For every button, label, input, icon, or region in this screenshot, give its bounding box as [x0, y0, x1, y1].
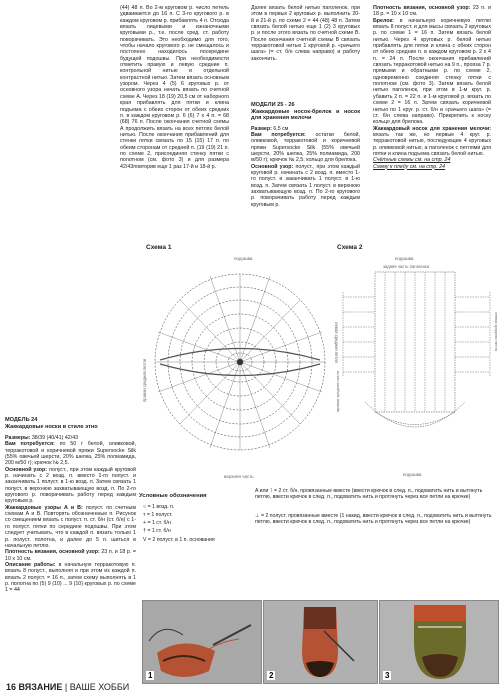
sc2tog-icon: A или ⊺ [255, 488, 273, 494]
jacquard-sock-label: Жаккардовый носок для хранения мелочи: [373, 125, 491, 132]
single-crochet-alt-icon: † [143, 528, 146, 534]
model-25-26-subtitle: Жаккардовые носок-брелок и носок для хранения мелочи [251, 108, 360, 122]
footer-separator: | [64, 682, 68, 692]
density-label: Плотность вязания, основной узор: [373, 5, 471, 11]
size-label: Размер: [251, 125, 272, 132]
basic-pattern-value: полуст., при этом каждый круговой р. начинать с 2 возд. п. вместо 1-го полуст. и заканчивать 1 полуст. в 1-ю возд. п. Затем связать 1 полуст. в верхнюю захватывающую возд. п. По 2-го кругового р. поворачивать работу перед каждым круговым р. [251, 163, 360, 208]
magazine-title: ВЯЗАНИЕ [18, 682, 63, 692]
materials-value: остатки белой, оливковой, терракотовой и коричневой пряжи Supersocke Silk (55% овечьей шерсти, 20% шелка, 25% полиамида, 200 м/50 г); крючок № 2,5; кольцо для брелока. [251, 131, 360, 164]
legend-item-1: = 1 возд. п. [147, 504, 175, 510]
magazine-subtitle: ВАШЕ ХОББИ [69, 682, 130, 692]
m24-density-value: 23 п. и 18 р. = 10 х 10 см. [5, 549, 136, 562]
density-value: 23 п. и 18 р. = 10 х 10 см. [373, 5, 491, 18]
photo-number-1: 1 [148, 671, 153, 680]
m24-materials-value: по 50 г белой, оливковой, терракотовой и коричневой пряжи Supersocke Silk (55% овечьей шерсти, 20% шелка, 25% полиамида, 200 м/50 г); крючок № 2,5. [5, 441, 136, 467]
m24-density-label: Плотность вязания, основной узор: [5, 549, 100, 556]
increase-icon: V [143, 537, 147, 543]
page-footer [6, 682, 129, 692]
keychain-value: в начальную коричневую петлю вязать 8 полуст. и для мысы связать 2 круговых р. по схеме 1 = 16 п. Затем вязать белой нитью. Через 4 круговых р. белой нитью прибавлять для пятки и клина с обеих сторон от обеих средних п. в каждом круговом р. 2 х 4 п. = 24 п. После окончания прибавлений связать терракотовой нитью на 9 п., прояза 7 р. прямыми и обратными р. по схеме 2, одновременно соединяя стенку пятки с полотном (см. фото 3). Затем вязать белой нитью паголенок, при этом в 1-м круг. р. убавить 2 п. = 22 п. и 1-м круговой р. вязать по схеме 2 = 16 п. Затем связать коричневой нитью по 1 круг. р. ст. б/н и «рачьего шага» (= ст. б/н слева направо). Прикрепить к носку кольцо для брелока. [373, 17, 491, 126]
sole-label-schema2: подошва [395, 256, 414, 261]
photo-number-2: 2 [269, 671, 274, 680]
photo-number-3: 3 [385, 671, 390, 680]
sole-bottom-label: подошва [403, 472, 422, 477]
photo-1 [142, 600, 262, 684]
column-3-top [373, 5, 491, 170]
left-middle-stitch-label: левая средняя петля [334, 322, 339, 363]
m24-materials-label: Вам потребуется: [5, 441, 55, 448]
photo-3 [379, 600, 499, 684]
schema-2-caption: Схема 2 [337, 244, 363, 251]
schema-2-diagram [335, 252, 498, 480]
m24-basic-value: полуст., при этом каждый круговой р. начинать с 2 возд. п. вместо 1-го полуст. и заканчивать 1 полуст. в 1-ю возд. п. Затем связать 1 полуст. в верхнюю захватывающую возд. п. По 2-го кругового р. поворачивать работу перед каждым круговым р. [5, 466, 136, 505]
materials-label: Вам потребуется: [251, 131, 306, 138]
schema-1-diagram [140, 252, 340, 480]
model-24-subtitle: Жаккардовые носки в стиле этно [5, 423, 98, 430]
blanket-reference: Схему к пледу см. на стр. 24 [373, 163, 446, 170]
m24-jacquard-label: Жаккардовые узоры А и В: [5, 504, 83, 511]
legend-item-2: = 1 полуст. [146, 512, 173, 518]
page-number: 16 [6, 682, 17, 692]
back-leg-label: задняя часть паголенка [383, 264, 430, 269]
keychain-label: Брелок: [373, 17, 394, 24]
column-2-top [251, 5, 360, 208]
m24-basic-label: Основной узор: [5, 466, 48, 473]
col2-text: Далее вязать белой нитью паголенок, при этом в первых 2 круговых р. выполнить 20-й и 21-й р. по схеме 2 = 44 (48) 48 п. Затем связать белой нитью еще 1 (2) 3 круговых р. и после этого вязать по счетной схеме В. После окончания счетной схемы В связать терракотовой нитью 1 круговой р. «рачьего шага» (= ст. б/н слева направо) и работу закончить. [251, 5, 360, 62]
photo-2 [263, 600, 378, 684]
column-1-top [120, 5, 229, 170]
chain-stitch-icon: ○ [143, 504, 147, 510]
schemes-reference: Счётные схемы см. на стр. 24 [373, 157, 451, 164]
model-25-26-title: МОДЕЛИ 25 - 26 [251, 102, 295, 109]
m24-desc-value: в начальную терракотовую п. вязать 8 полуст., выполняя и при этом из каждой п. вязать 2 полуст. = 16 п., затем схему выполнять в 1 р. полотна по (5) 9 (10) ... 9 (10) круговых р. по схеме 1 = 44 [5, 561, 136, 594]
right-middle-stitch-label-2: правая средняя петля [335, 370, 340, 412]
size-value: 6,5 см [273, 125, 289, 132]
right-middle-stitch-label: правая средняя петля [142, 359, 147, 402]
m24-size-label: Размеры: [5, 435, 31, 441]
legend-right-2: = 2 полуст. провязанные вместе (1 накид, ввести крючок в след. п., подхватить нить и вытянуть петлю, ввести крючок в след. п., подхватить нить и протянуть через все петли на крючке) [255, 513, 492, 525]
schema-1-caption: Схема 1 [146, 244, 172, 251]
basic-pattern-label: Основной узор: [251, 163, 294, 170]
col1-text: (44) 48 п. Во 2-м круговом р. число петель удваивается до 16 п. С 3-го кругового р. в каждом круговом р. прибавлять 4 п. Отсюда вязать лицевыми и изнаночными круговыми р., т.е. после сред. ст. работу поворачивать. Это необходимо для того, чтобы начало кругового р. не смещалось и постоянно находилось посередине будущей подошвы. При необходимости отметить правую и левую средние п. контрольной нитью и отдельной контрастной нитью. Затем вязать основным узором. Через 4 (5) 6 круговых р. от основного узора начать вязать по счетной схеме А. Через 18 (19) 20,5 см от наборного края прибавлять для пятки и клина подъема с обеих сторон от обеих средних п. в каждом круговом р. 6 (6) 7 х 4 п. = 68 (68) 76 п. После окончания счетной схемы А продолжить вязать на всех петлях белой нитью. После окончания прибавлений для стенки пятки связать по 15 (15) 17 п. по обеим сторонам от средней п. (19 (19) 21 п. по схеме 2, присоединяя стенку пятки с полотном (см. фото 3) и для размера 42/43повторив еще 1 раз 17-й и 18-й р. [120, 5, 229, 170]
model-24-column [5, 417, 136, 594]
hdc2tog-icon: ⊥ [255, 513, 260, 519]
m24-size-value: 38/39 (40/41) 42/43 [31, 435, 79, 441]
m24-jacquard-value: полуст. по счетным схемам А и В. Повторять обозначенные п. Рисунок со смещением вязать с полуст. п. ст. б/н (ст. б/н) с 1-го полуст. пятки по середине подошвы. При этом следует учитывать, что в каждой п. вязать только 1 р. полуст. полотна, и далее до 5 п. шиться в начальную петлю. [5, 504, 136, 549]
legend-title: Условные обозначения [139, 493, 207, 499]
legend-right-1: = 2 ст. б/н, провязанные вместе (ввести крючок в след. п., подхватить нить и вытянуть петлю, ввести крючок в след. п., подхватить нить и протянуть через все петли на крючке) [255, 488, 483, 500]
single-crochet-icon: + [143, 520, 147, 526]
sole-label-schema1: подошва [234, 256, 253, 261]
m24-desc-label: Описание работы: [5, 561, 56, 568]
legend-item-3: = 1 ст. б/н [147, 520, 171, 526]
legend-item-4: = 1 ст. б/н [147, 528, 171, 534]
model-24-title: МОДЕЛЬ 24 [5, 417, 38, 423]
half-double-crochet-icon: т [143, 512, 146, 518]
top-part-label: верхняя часть [224, 474, 254, 479]
jacquard-sock-value: вязать так же, но первые 4 круг. р. терракотовой нитью, последующие 4 круговых р. оливковой нитью, а паголенок с петлями для пятки и клина подъема связать белой нитью. [373, 131, 491, 157]
legend-item-5: = 2 полуст. в 1 п. основания [147, 537, 215, 543]
left-middle-stitch-label-2: левая средняя петля [494, 312, 499, 351]
